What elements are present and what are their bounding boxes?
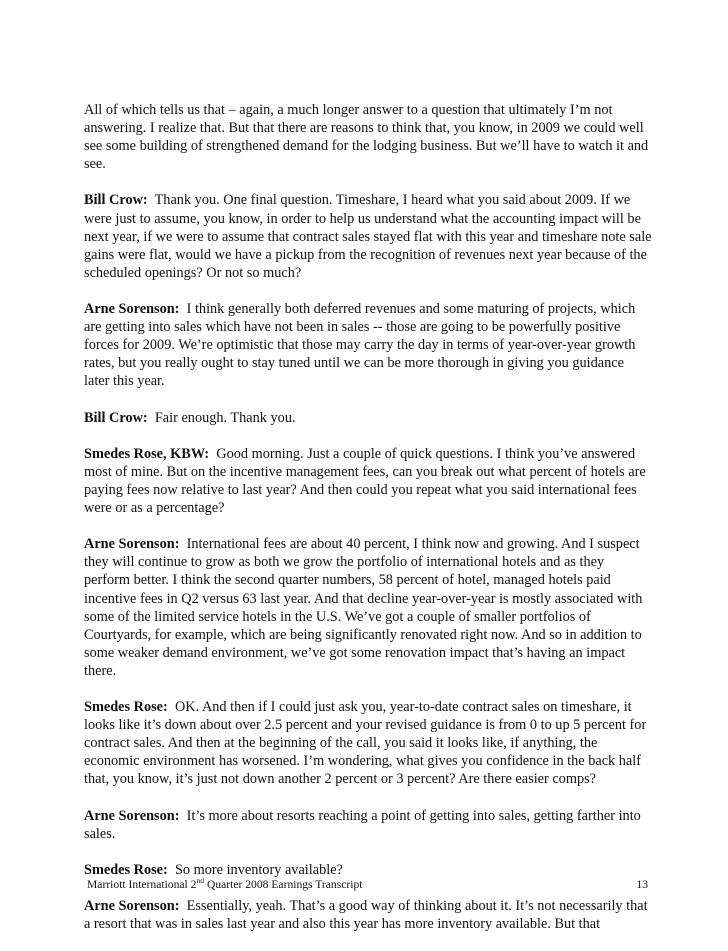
transcript-paragraph [84, 807, 652, 843]
speaker-name: Bill Crow: [84, 192, 148, 209]
paragraph-text: I think generally both deferred revenues and some maturing of projects, which are getting into sales which have not been in sales -- those are going to be powerfully positive forces for 2009. We’re optimistic that those may carry the day in terms of year-over-year growth rates, but you really ought to stay tuned until we can be more thorough in giving you guidance later this year. [84, 301, 636, 390]
footer-title [87, 878, 363, 892]
speaker-name: Arne Sorenson: [84, 898, 180, 915]
speaker-name: Smedes Rose: [84, 861, 168, 878]
paragraph-text: Fair enough. Thank you. [154, 409, 296, 426]
paragraph-text: Thank you. One final question. Timeshare, I heard what you said about 2009. If we were just to assume, you know, in order to help us understand what the accounting impact will be next year, if we were to assume that contract sales stayed flat with this year and timeshare note sale gains were flat, would we have a pickup from the recognition of revenues next year because of the scheduled openings? Or not so much? [84, 192, 652, 281]
speaker-name: Arne Sorenson: [84, 536, 180, 553]
paragraph-text: International fees are about 40 percent, I think now and growing. And I suspect they will continue to grow as both we grow the portfolio of international hotels and as they perform better. I think the second quarter numbers, 58 percent of hotel, managed hotels paid incentive fees in Q2 versus 63 last year. And that decline year-over-year is mostly associated with some of the limited service hotels in the U.S. We’ve got a couple of smaller portfolios of Courtyards, for example, which are being significantly renovated right now. And so in addition to some weaker demand environment, we’ve got some renovation impact that’s having an impact there. [84, 536, 643, 679]
footer-title-superscript: nd [196, 876, 205, 885]
paragraph-text: All of which tells us that – again, a much longer answer to a question that ultimately I’m not answering. I realize that. But that there are reasons to think that, you know, in 2009 we could well see some building of strengthened demand for the lodging business. But we’ll have to watch it and see. [84, 102, 649, 173]
paragraph-text: So more inventory available? [174, 861, 343, 878]
transcript-paragraph [84, 445, 652, 517]
speaker-name: Arne Sorenson: [84, 301, 180, 318]
paragraph-text: OK. And then if I could just ask you, year-to-date contract sales on timeshare, it looks like it’s down about over 2.5 percent and your revised guidance is from 0 to up 5 percent for contract sales. And then at the beginning of the call, you said it looks like, if anything, the economic environment has worsened. I’m wondering, what gives you confidence in the back half that, you know, it’s just not down another 2 percent or 3 percent? Are there easier comps? [84, 699, 647, 788]
speaker-name: Bill Crow: [84, 409, 148, 426]
transcript-paragraph [84, 535, 652, 680]
transcript-paragraph [84, 409, 652, 427]
paragraph-text: Essentially, yeah. That’s a good way of thinking about it. It’s not necessarily that a resort that was in sales last year and also this year has more inventory available. But that [84, 898, 648, 933]
speaker-name: Arne Sorenson: [84, 807, 180, 824]
page-number: 13 [636, 878, 648, 891]
transcript-paragraph [84, 300, 652, 390]
speaker-name: Smedes Rose, KBW: [84, 445, 210, 462]
footer-title-suffix: Quarter 2008 Earnings Transcript [204, 878, 363, 891]
footer-title-prefix: Marriott International 2 [87, 878, 197, 891]
transcript-paragraph [84, 897, 652, 933]
transcript-paragraph [84, 698, 652, 788]
transcript-paragraph [84, 191, 652, 281]
transcript-paragraph [84, 861, 652, 879]
paragraph-text: Good morning. Just a couple of quick questions. I think you’ve answered most of mine. But on the incentive management fees, can you break out what percent of hotels are paying fees now relative to last year? And then could you repeat what you said international fees were or as a percentage? [84, 445, 646, 517]
speaker-name: Smedes Rose: [84, 699, 168, 716]
paragraph-text: It’s more about resorts reaching a point of getting into sales, getting farther into sales. [84, 807, 641, 842]
transcript-paragraph [84, 101, 652, 173]
transcript-body [84, 101, 652, 951]
